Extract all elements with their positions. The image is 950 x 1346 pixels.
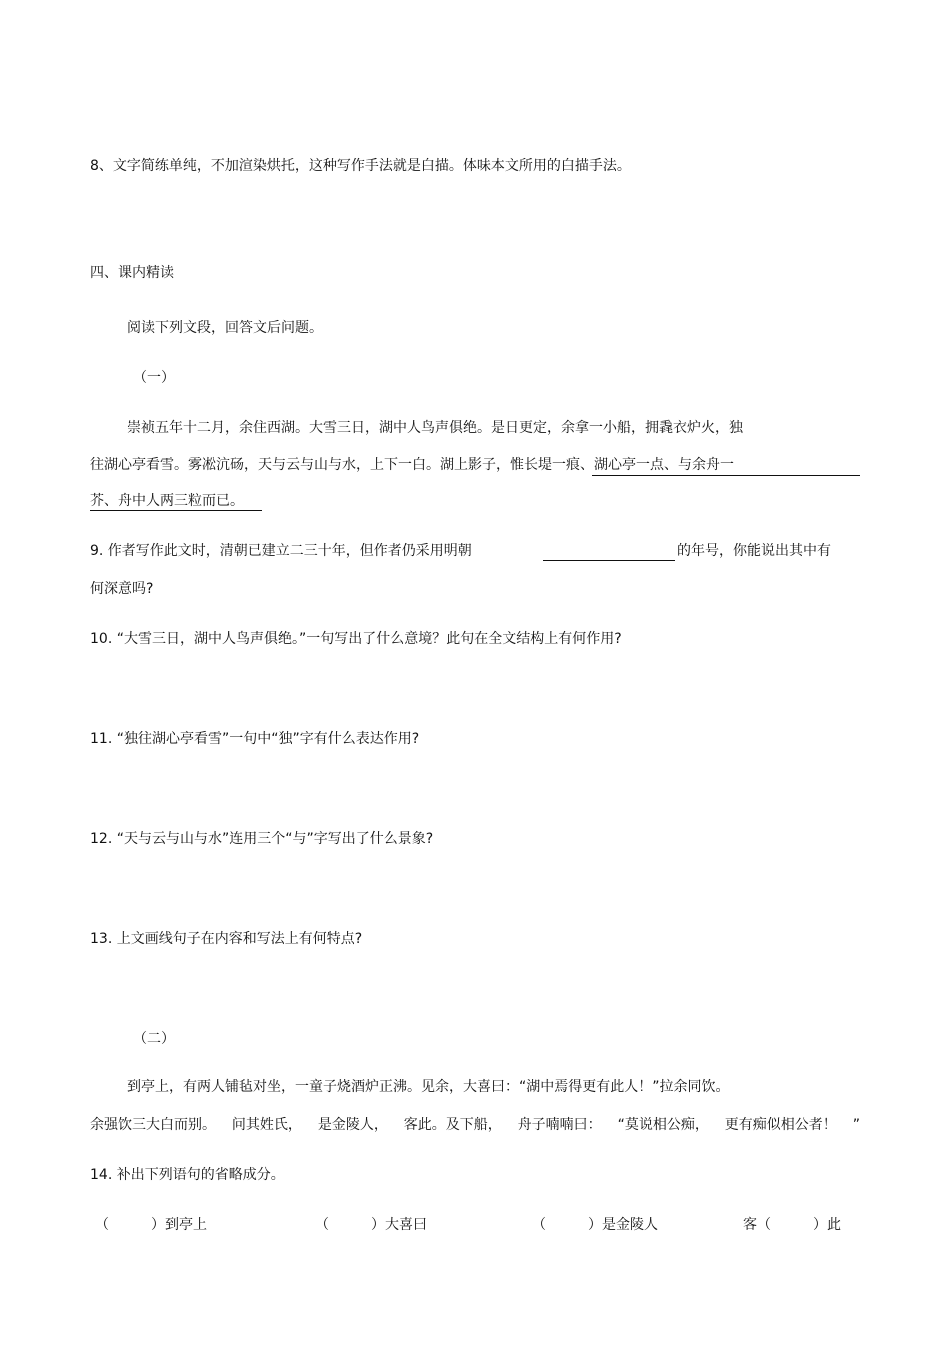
question-11: 11. “独往湖心亭看雪”一句中“独”字有什么表达作用? — [90, 731, 420, 747]
underlined-sentence-part-1: 痕、湖心亭一点、与余舟一 — [566, 457, 734, 473]
underline-rule-1 — [592, 475, 860, 476]
passage-2-segment: “莫说相公痴， — [617, 1117, 709, 1133]
question-9-part-1: 9. 作者写作此文时，清朝已建立二三十年，但作者仍采用明朝 — [90, 543, 472, 559]
q14-item-3[interactable]: （ ）是金陵人 — [532, 1217, 658, 1233]
question-12: 12. “天与云与山与水”连用三个“与”字写出了什么景象? — [90, 831, 434, 847]
fill-in-blank[interactable] — [543, 560, 675, 561]
underlined-sentence-part-2: 芥、舟中人两三粒而已。 — [90, 493, 262, 511]
section-heading: 四、课内精读 — [90, 265, 174, 281]
passage-1-line-3 — [90, 491, 262, 511]
q14-item-2[interactable]: （ ）大喜曰 — [315, 1217, 427, 1233]
passage-1-line-2-plain: 往湖心亭看雪。雾凇沆砀，天与云与山与水，上下一白。湖上影子，惟长堤一 — [90, 457, 566, 473]
question-13: 13. 上文画线句子在内容和写法上有何特点? — [90, 931, 363, 947]
passage-2-segment: 客此。及下船， — [403, 1117, 502, 1133]
passage-1-line-1: 崇祯五年十二月，余住西湖。大雪三日，湖中人鸟声俱绝。是日更定，余拿一小船，拥毳衣炉火，独 — [127, 420, 743, 436]
question-8: 8、文字简练单纯，不加渲染烘托，这种写作手法就是白描。体味本文所用的白描手法。 — [90, 158, 631, 174]
instruction-text: 阅读下列文段，回答文后问题。 — [127, 320, 323, 336]
passage-2-segment: 余强饮三大白而别。 — [90, 1117, 216, 1133]
passage-2-segment: 舟子喃喃曰： — [517, 1117, 602, 1133]
question-9-part-2: 的年号，你能说出其中有 — [677, 543, 831, 559]
passage-1-line-2 — [90, 455, 734, 475]
part-2-label: （二） — [133, 1031, 175, 1047]
passage-2-segment: 是金陵人， — [317, 1117, 388, 1133]
passage-2-segment: 问其姓氏， — [231, 1117, 302, 1133]
q14-item-1[interactable]: （ ）到亭上 — [95, 1217, 207, 1233]
part-1-label: （一） — [133, 370, 175, 386]
q14-item-4[interactable]: 客（ ）此 — [743, 1217, 841, 1233]
question-9-line-2: 何深意吗? — [90, 581, 154, 597]
passage-2-segment: 更有痴似相公者！ — [724, 1117, 837, 1133]
passage-2-line-1: 到亭上，有两人铺毡对坐，一童子烧酒炉正沸。见余，大喜曰：“湖中焉得更有此人！”拉余同饮。 — [127, 1079, 730, 1095]
question-10: 10. “大雪三日，湖中人鸟声俱绝。”一句写出了什么意境？此句在全文结构上有何作用? — [90, 631, 622, 647]
question-14: 14. 补出下列语句的省略成分。 — [90, 1167, 285, 1183]
passage-2-segment: ” — [852, 1117, 860, 1133]
passage-2-line-2 — [90, 1115, 860, 1135]
